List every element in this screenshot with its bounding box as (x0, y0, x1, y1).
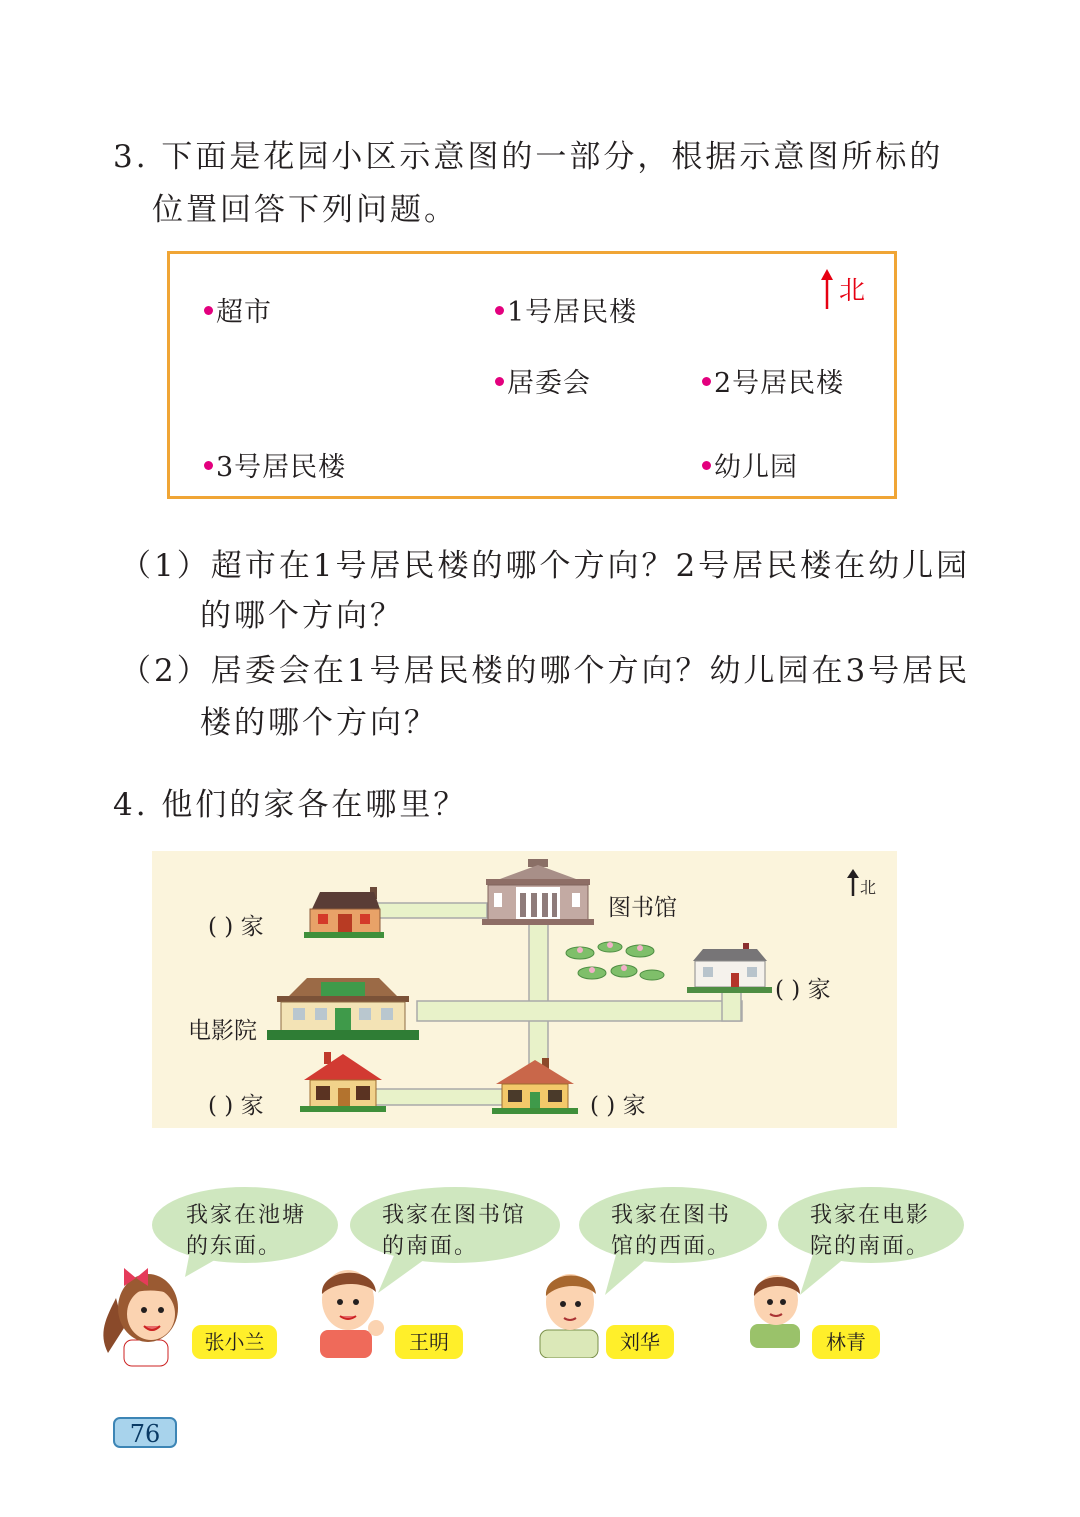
place-building-1: 1号居民楼 (495, 290, 637, 329)
library-label: 图书馆 (608, 895, 677, 921)
dot-icon (495, 306, 504, 315)
map-north-indicator (846, 869, 886, 897)
home-blank-south: ( ) 家 (590, 1093, 646, 1119)
place-committee: 居委会 (495, 361, 591, 400)
house-icon-southwest (300, 1050, 386, 1114)
homes-map (152, 851, 897, 1128)
north-arrow-icon (819, 269, 835, 311)
place-building-3: 3号居民楼 (204, 445, 346, 484)
q3-title-line1: 3. 下面是花园小区示意图的一部分，根据示意图所标的 (113, 139, 944, 175)
home-blank-east: ( ) 家 (775, 977, 831, 1003)
boy-icon-liu (536, 1264, 606, 1358)
pond-icon (562, 939, 667, 989)
speech-text-4: 我家在电影 院的南面。 (810, 1203, 931, 1259)
dot-icon (204, 461, 213, 470)
cinema-label: 电影院 (188, 1018, 257, 1044)
place-kindergarten: 幼儿园 (702, 445, 798, 484)
dot-icon (204, 306, 213, 315)
speech-text-2: 我家在图书馆 的南面。 (382, 1203, 527, 1259)
speech-text-1: 我家在池塘 的东面。 (186, 1203, 307, 1259)
place-building-2: 2号居民楼 (702, 361, 844, 400)
girl-icon (96, 1258, 196, 1368)
name-tag-wang: 王明 (395, 1325, 463, 1359)
name-tag-liu: 刘华 (606, 1325, 674, 1359)
north-label: 北 (839, 276, 866, 306)
name-tag-zhang: 张小兰 (192, 1325, 277, 1359)
q3-sub1-line1: （1）超市在1号居民楼的哪个方向？2号居民楼在幼儿园 (120, 548, 971, 584)
q3-title-line2: 位置回答下列问题。 (152, 192, 458, 228)
dot-icon (702, 461, 711, 470)
place-supermarket: 超市 (204, 290, 272, 329)
house-icon-northwest (304, 887, 384, 939)
house-icon-east (687, 943, 772, 995)
page-number: 76 (113, 1417, 177, 1448)
dot-icon (702, 377, 711, 386)
boy-icon-lin (746, 1268, 806, 1348)
home-blank-southwest: ( ) 家 (208, 1093, 264, 1119)
name-tag-lin: 林青 (812, 1325, 880, 1359)
house-icon-south (492, 1056, 578, 1116)
q3-sub1-line2: 的哪个方向？ (200, 598, 404, 634)
q3-sub2-line1: （2）居委会在1号居民楼的哪个方向？幼儿园在3号居民 (120, 653, 971, 689)
community-map-box (167, 251, 897, 499)
speech-text-3: 我家在图书 馆的西面。 (611, 1203, 732, 1259)
dot-icon (495, 377, 504, 386)
north-arrow-icon (846, 869, 860, 897)
q3-sub2-line2: 楼的哪个方向？ (200, 705, 438, 741)
north-indicator (819, 269, 869, 311)
q4-title: 4. 他们的家各在哪里？ (113, 787, 468, 823)
library-icon (480, 859, 595, 927)
home-blank-northwest: ( ) 家 (208, 914, 264, 940)
cinema-icon (267, 972, 419, 1042)
map-north-label: 北 (860, 878, 877, 897)
boy-icon-wang (314, 1258, 384, 1358)
